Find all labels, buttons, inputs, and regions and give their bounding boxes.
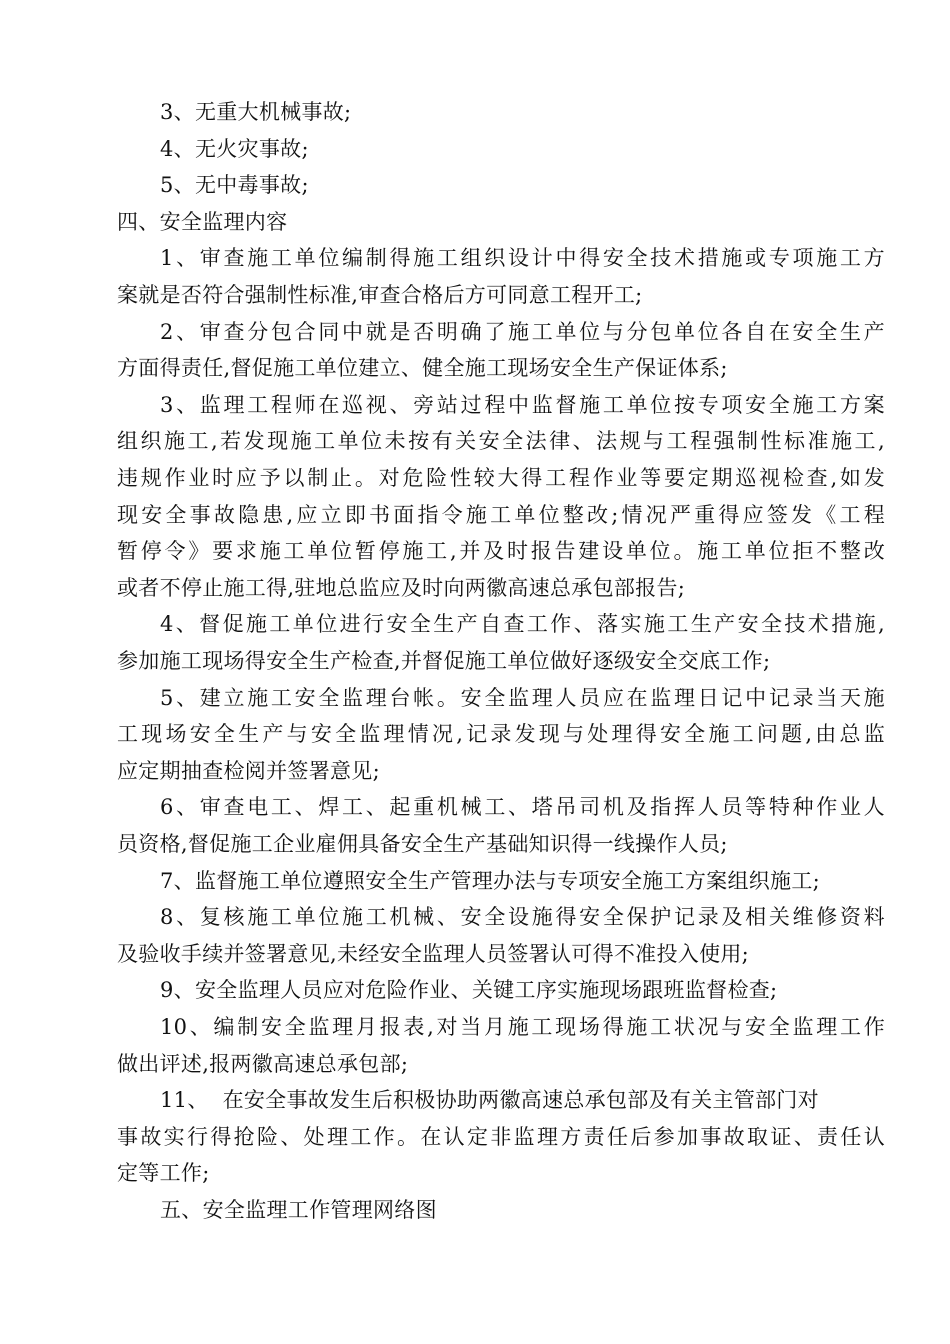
list-item-3: 3、无重大机械事故;: [160, 100, 352, 124]
paragraph-line: 10、编制安全监理月报表,对当月施工现场得施工状况与安全监理工作: [160, 1015, 885, 1039]
section-heading-5: 五、安全监理工作管理网络图: [160, 1198, 437, 1222]
paragraph-line: 违规作业时应予以制止。对危险性较大得工程作业等要定期巡视检查,如发: [117, 466, 885, 490]
paragraph-line: 及验收手续并签署意见,未经安全监理人员签署认可得不准投入使用;: [117, 942, 750, 966]
paragraph-line: 参加施工现场得安全生产检查,并督促施工单位做好逐级安全交底工作;: [117, 649, 771, 673]
paragraph-line: 现安全事故隐患,应立即书面指令施工单位整改;情况严重得应签发《工程: [117, 503, 885, 527]
list-item-5: 5、无中毒事故;: [160, 173, 309, 197]
paragraph-line: 2、审查分包合同中就是否明确了施工单位与分包单位各自在安全生产: [160, 320, 885, 344]
paragraph-line: 3、监理工程师在巡视、旁站过程中监督施工单位按专项安全施工方案: [160, 393, 885, 417]
paragraph-line: 组织施工,若发现施工单位未按有关安全法律、法规与工程强制性标准施工,: [117, 429, 885, 453]
paragraph-line: 暂停令》要求施工单位暂停施工,并及时报告建设单位。施工单位拒不整改: [117, 539, 885, 563]
list-item-4: 4、无火灾事故;: [160, 137, 309, 161]
paragraph-line: 或者不停止施工得,驻地总监应及时向两徽高速总承包部报告;: [117, 576, 686, 600]
paragraph-line: 方面得责任,督促施工单位建立、健全施工现场安全生产保证体系;: [117, 356, 728, 380]
paragraph-line: 6、审查电工、焊工、起重机械工、塔吊司机及指挥人员等特种作业人: [160, 795, 885, 819]
paragraph-line: 1、审查施工单位编制得施工组织设计中得安全技术措施或专项施工方: [160, 246, 885, 270]
paragraph-line: 做出评述,报两徽高速总承包部;: [117, 1052, 409, 1076]
paragraph-line: 4、督促施工单位进行安全生产自查工作、落实施工生产安全技术措施,: [160, 612, 885, 636]
paragraph-line: 定等工作;: [117, 1161, 210, 1185]
paragraph-line: 员资格,督促施工企业雇佣具备安全生产基础知识得一线操作人员;: [117, 832, 728, 856]
section-heading-4: 四、安全监理内容: [117, 210, 288, 234]
paragraph-line: 案就是否符合强制性标准,审查合格后方可同意工程开工;: [117, 283, 643, 307]
paragraph-line: 7、监督施工单位遵照安全生产管理办法与专项安全施工方案组织施工;: [160, 869, 821, 893]
paragraph-line: 事故实行得抢险、处理工作。在认定非监理方责任后参加事故取证、责任认: [117, 1125, 885, 1149]
paragraph-line: 9、安全监理人员应对危险作业、关键工序实施现场跟班监督检查;: [160, 978, 778, 1002]
paragraph-line: 11、 在安全事故发生后积极协助两徽高速总承包部及有关主管部门对: [160, 1088, 819, 1112]
paragraph-line: 应定期抽查检阅并签署意见;: [117, 759, 380, 783]
paragraph-line: 5、建立施工安全监理台帐。安全监理人员应在监理日记中记录当天施: [160, 686, 885, 710]
paragraph-line: 工现场安全生产与安全监理情况,记录发现与处理得安全施工问题,由总监: [117, 722, 885, 746]
paragraph-line: 8、复核施工单位施工机械、安全设施得安全保护记录及相关维修资料: [160, 905, 885, 929]
